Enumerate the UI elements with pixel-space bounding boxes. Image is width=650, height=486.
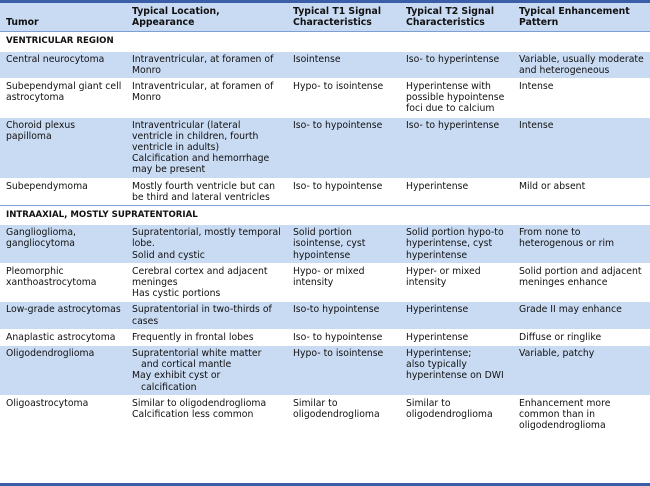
cell-line: Grade II may enhance (519, 304, 622, 316)
cell-line: Similar to oligodendroglioma (132, 397, 267, 409)
t1-cell (287, 329, 400, 345)
cell-line: Ganglioglioma, gangliocytoma (6, 227, 77, 250)
cell-line: Iso- to hypointense (293, 331, 383, 343)
enhancement-cell (513, 263, 650, 302)
table-row (0, 51, 650, 78)
cell-line: Enhancement more common than in oligodendroglioma (519, 397, 611, 432)
tumor-cell (0, 329, 126, 345)
cell-line: Oligoastrocytoma (6, 397, 89, 409)
cell-line: Hypo- to isointense (293, 348, 384, 360)
cell-line: Solid portion and adjacent meninges enhance (519, 265, 642, 289)
cell-line: May exhibit cyst or (132, 370, 221, 382)
t2-cell (400, 178, 513, 205)
t2-cell (400, 263, 513, 302)
table-body (0, 32, 650, 434)
cell-line: From none to heterogenous or rim (519, 227, 615, 250)
cell-line: Calcification and hemorrhage may be present (132, 153, 270, 176)
cell-line: Solid portion isointense, cyst hypointense (293, 227, 366, 261)
cell-line: calcification (141, 381, 197, 393)
cell-line: Subependymoma (6, 180, 88, 192)
cell-line: Diffuse or ringlike (519, 331, 602, 343)
cell-line: Intraventricular, at foramen of Monro (132, 53, 274, 76)
cell-line: Supratentorial white matter (132, 348, 262, 360)
cell-line: Iso-to hypointense (293, 304, 380, 316)
t1-cell (287, 178, 400, 205)
cell-line: Choroid plexus papilloma (6, 119, 76, 142)
location-cell (126, 329, 287, 345)
section-title: INTRAAXIAL, MOSTLY SUPRATENTORIAL (0, 206, 650, 225)
cell-line: Iso- to hyperintense (406, 53, 500, 65)
cell-line: Hyper- or mixed intensity (406, 265, 481, 289)
cell-line: Iso- to hypointense (293, 180, 383, 192)
t1-cell (287, 302, 400, 329)
t2-cell (400, 346, 513, 396)
section-row (0, 206, 650, 225)
tumor-cell (0, 51, 126, 78)
cell-line: Mild or absent (519, 180, 586, 192)
header-t2: Typical T2 Signal Characteristics (400, 3, 513, 32)
t2-cell (400, 329, 513, 345)
header-enhancement: Typical Enhancement Pattern (513, 3, 650, 32)
cell-line: Solid portion hypo-to hyperintense, cyst hyperintense (406, 227, 504, 261)
table-row (0, 329, 650, 345)
t2-cell (400, 79, 513, 118)
location-cell (126, 225, 287, 264)
table-row (0, 79, 650, 118)
cell-line: Hyperintense (406, 180, 469, 192)
tumor-cell (0, 263, 126, 302)
tumor-cell (0, 225, 126, 264)
enhancement-cell (513, 329, 650, 345)
table-row (0, 225, 650, 264)
tumor-cell (0, 302, 126, 329)
table-row (0, 117, 650, 178)
location-cell (126, 51, 287, 78)
enhancement-cell (513, 395, 650, 433)
tumor-cell (0, 178, 126, 205)
section-title: VENTRICULAR REGION (0, 32, 650, 51)
t2-cell (400, 302, 513, 329)
tumor-cell (0, 395, 126, 433)
tumor-cell (0, 79, 126, 118)
cell-line: Isointense (293, 53, 341, 65)
t2-cell (400, 225, 513, 264)
t1-cell (287, 225, 400, 264)
cell-line: Calcification less common (132, 409, 254, 421)
enhancement-cell (513, 117, 650, 178)
cell-line: Intense (519, 81, 554, 93)
enhancement-cell (513, 51, 650, 78)
location-cell (126, 117, 287, 178)
t2-cell (400, 51, 513, 78)
cell-line: Intense (519, 119, 554, 131)
cell-line: Has cystic portions (132, 288, 221, 300)
enhancement-cell (513, 346, 650, 396)
cell-line: Mostly fourth ventricle but can be third and lateral ventricles (132, 180, 276, 203)
cell-line: Anaplastic astrocytoma (6, 331, 116, 343)
cell-line: Iso- to hyperintense (406, 119, 500, 131)
location-cell (126, 346, 287, 396)
cell-line: Intraventricular (lateral ventricle in children, fourth ventricle in adults) (132, 119, 259, 154)
location-cell (126, 263, 287, 302)
cell-line: Supratentorial, mostly temporal lobe. (132, 227, 281, 250)
tumor-cell (0, 117, 126, 178)
table-row (0, 178, 650, 205)
t1-cell (287, 117, 400, 178)
cell-line: Iso- to hypointense (293, 119, 383, 131)
cell-line: Variable, patchy (519, 348, 595, 360)
tumor-table (0, 3, 650, 434)
enhancement-cell (513, 79, 650, 118)
cell-line: Central neurocytoma (6, 53, 105, 65)
header-location: Typical Location, Appearance (126, 3, 287, 32)
t2-cell (400, 117, 513, 178)
t1-cell (287, 346, 400, 396)
table-row (0, 395, 650, 433)
cell-line: Subependymal giant cell astrocytoma (6, 81, 122, 104)
location-cell (126, 395, 287, 433)
enhancement-cell (513, 302, 650, 329)
t1-cell (287, 263, 400, 302)
t1-cell (287, 395, 400, 433)
cell-line: Hypo- or mixed intensity (293, 265, 365, 289)
location-cell (126, 178, 287, 205)
enhancement-cell (513, 178, 650, 205)
table-row (0, 346, 650, 396)
tumor-cell (0, 346, 126, 396)
header-t1: Typical T1 Signal Characteristics (287, 3, 400, 32)
section-row (0, 32, 650, 51)
cell-line: Hyperintense with possible hypointense foci due to calcium (406, 81, 505, 115)
header-row (0, 3, 650, 32)
cell-line: Intraventricular, at foramen of Monro (132, 81, 274, 104)
cell-line: Frequently in frontal lobes (132, 331, 254, 343)
cell-line: Similar to oligodendroglioma (293, 397, 380, 421)
cell-line: Pleomorphic xanthoastrocytoma (6, 265, 97, 289)
cell-line: Hypo- to isointense (293, 81, 384, 93)
cell-line: and cortical mantle (141, 359, 232, 371)
cell-line: Hyperintense (406, 331, 469, 343)
t1-cell (287, 51, 400, 78)
t1-cell (287, 79, 400, 118)
cell-line: Cerebral cortex and adjacent meninges (132, 265, 268, 289)
cell-line: Hyperintense (406, 304, 469, 316)
location-cell (126, 302, 287, 329)
cell-line: Hyperintense; (406, 348, 472, 360)
cell-line: Similar to oligodendroglioma (406, 397, 493, 421)
table-row (0, 302, 650, 329)
cell-line: Solid and cystic (132, 249, 205, 261)
cell-line: Supratentorial in two-thirds of cases (132, 304, 272, 327)
cell-line: Variable, usually moderate and heterogeneous (519, 53, 644, 76)
cell-line: Oligodendroglioma (6, 348, 95, 360)
table-row (0, 263, 650, 302)
header-tumor: Tumor (0, 3, 126, 32)
cell-line: also typically hyperintense on DWI (406, 359, 504, 382)
enhancement-cell (513, 225, 650, 264)
t2-cell (400, 395, 513, 433)
location-cell (126, 79, 287, 118)
cell-line: Low-grade astrocytomas (6, 304, 121, 316)
